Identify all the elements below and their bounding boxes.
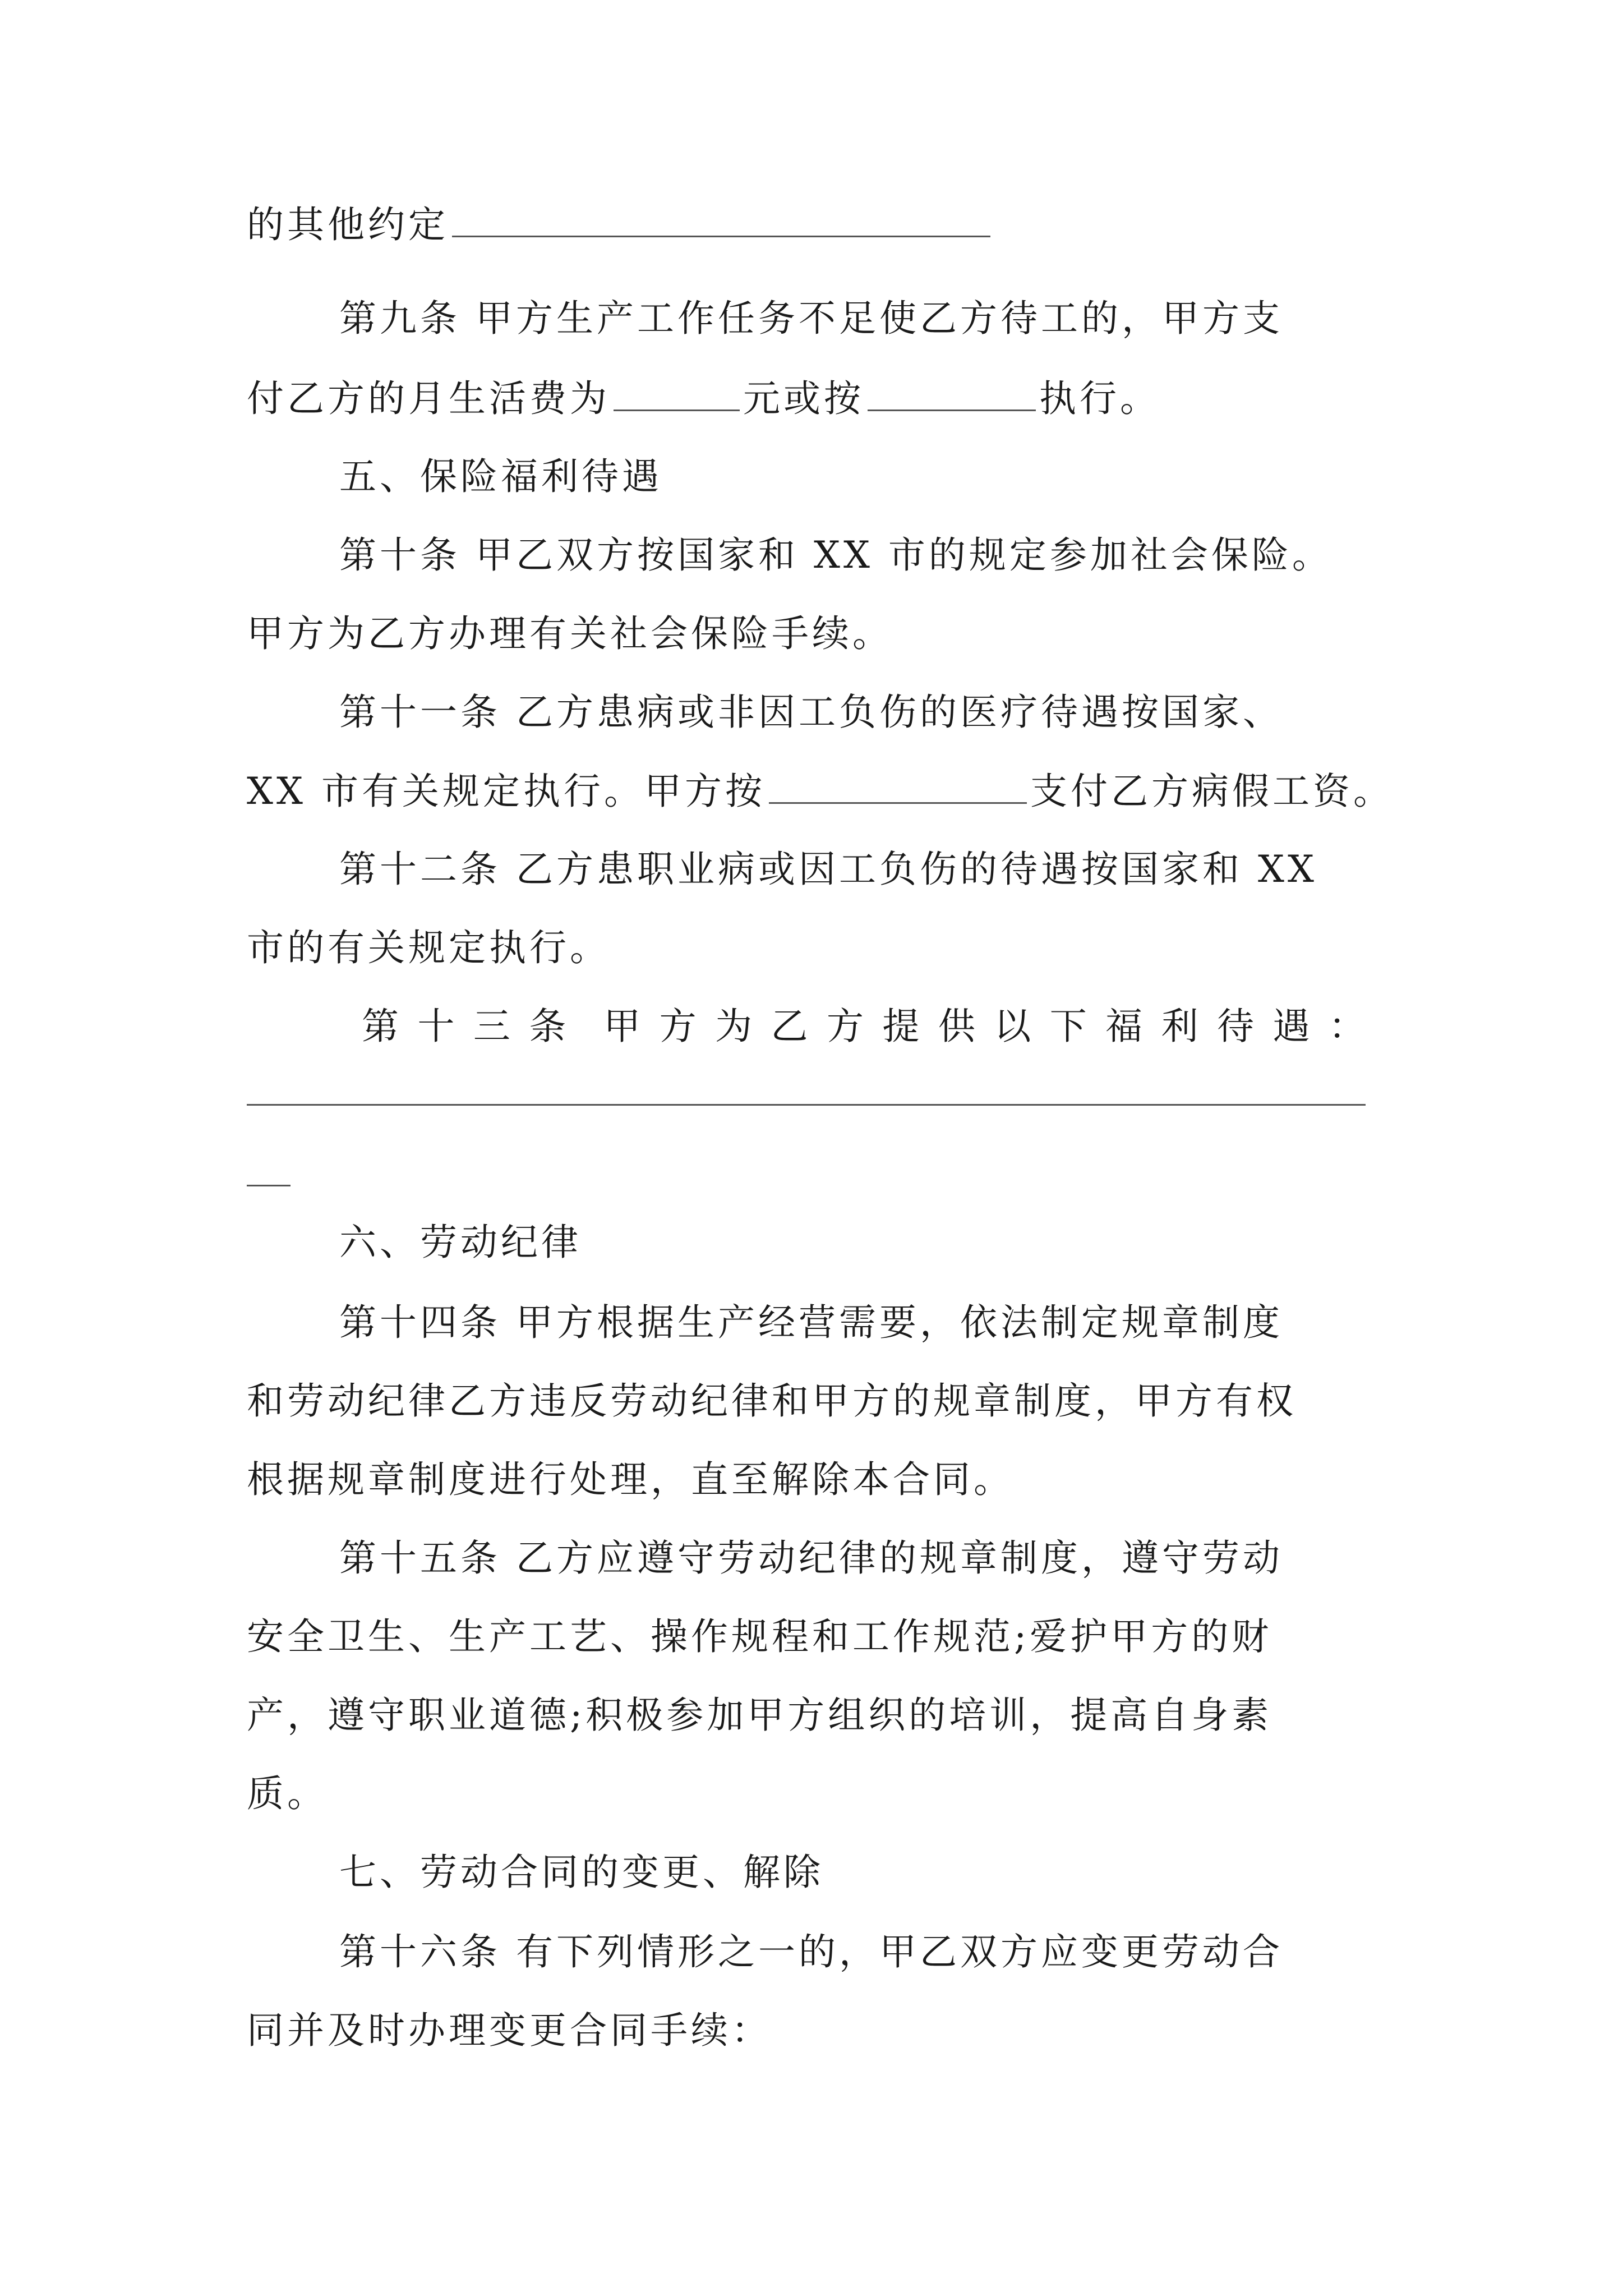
text-line <box>247 769 1394 813</box>
line-text: 付乙方的月生活费为 <box>247 377 610 420</box>
line-char: 乙 <box>771 1005 808 1048</box>
fill-blank <box>868 376 1036 411</box>
line-text: 第十一条 乙方患病或非因工负伤的医疗待遇按国家、 <box>339 691 1283 734</box>
line-text: 第十二条 乙方患职业病或因工负伤的待遇按国家和 XX <box>339 848 1317 891</box>
line-char: 以 <box>994 1005 1031 1048</box>
line-text: XX 市有关规定执行。甲方按 <box>247 770 766 813</box>
fill-blank-line <box>247 1185 291 1186</box>
line-char: 利 <box>1161 1005 1198 1048</box>
text-line <box>339 533 1332 578</box>
text-line <box>339 1536 1283 1581</box>
text-line <box>247 2008 772 2053</box>
line-char: 十 <box>417 1005 455 1048</box>
line-char: 待 <box>1217 1005 1254 1048</box>
text-line <box>339 1300 1283 1345</box>
line-char: 提 <box>882 1005 920 1048</box>
text-line <box>339 847 1317 892</box>
fill-blank-line <box>247 1104 1366 1106</box>
text-line <box>247 202 994 247</box>
line-text: 执行。 <box>1039 377 1160 420</box>
line-char: 方 <box>826 1005 864 1048</box>
line-text: 第十六条 有下列情形之一的，甲乙双方应变更劳动合 <box>339 1930 1283 1973</box>
section-heading <box>339 1850 824 1895</box>
line-text: 甲方为乙方办理有关社会保险手续。 <box>247 612 893 655</box>
line-char: 下 <box>1049 1005 1087 1048</box>
line-text: 的其他约定 <box>247 203 449 246</box>
text-line-spread <box>362 1004 1366 1049</box>
line-text: 市的有关规定执行。 <box>247 926 610 969</box>
text-line <box>247 611 893 656</box>
line-char: 供 <box>938 1005 975 1048</box>
line-char: 条 <box>529 1005 566 1048</box>
line-text: 第十四条 甲方根据生产经营需要，依法制定规章制度 <box>339 1301 1283 1344</box>
line-char: 福 <box>1105 1005 1143 1048</box>
line-char: 为 <box>715 1005 753 1048</box>
text-line <box>247 1614 1272 1659</box>
line-text: 和劳动纪律乙方违反劳动纪律和甲方的规章制度，甲方有权 <box>247 1379 1297 1423</box>
text-line <box>247 926 610 970</box>
line-text: 安全卫生、生产工艺、操作规程和工作规范;爱护甲方的财 <box>247 1615 1272 1658</box>
text-line <box>247 1379 1297 1424</box>
text-line <box>247 1772 328 1816</box>
text-line <box>247 376 1160 421</box>
line-char: 甲 <box>603 1005 641 1048</box>
text-line <box>339 296 1283 341</box>
text-line <box>247 1693 1272 1738</box>
line-text: 五、保险福利待遇 <box>339 455 662 498</box>
line-char: 方 <box>659 1005 697 1048</box>
line-text: 第十五条 乙方应遵守劳动纪律的规章制度，遵守劳动 <box>339 1536 1283 1580</box>
line-char: ： <box>1328 1005 1366 1048</box>
fill-blank <box>452 202 990 237</box>
line-text: 支付乙方病假工资。 <box>1030 770 1394 813</box>
fill-blank <box>614 376 740 411</box>
line-text: 第十条 甲乙双方按国家和 XX 市的规定参加社会保险。 <box>339 533 1332 577</box>
line-char: 遇 <box>1272 1005 1310 1048</box>
line-text: 七、劳动合同的变更、解除 <box>339 1851 824 1894</box>
line-text: 元或按 <box>743 377 864 420</box>
line-text: 根据规章制度进行处理，直至解除本合同。 <box>247 1458 1014 1501</box>
line-char: 三 <box>473 1005 510 1048</box>
text-line <box>247 1457 1014 1502</box>
text-line <box>339 690 1283 735</box>
section-heading <box>339 454 662 499</box>
line-text: 第九条 甲方生产工作任务不足使乙方待工的，甲方支 <box>339 297 1283 340</box>
text-line <box>339 1930 1283 1975</box>
line-text: 质。 <box>247 1772 328 1815</box>
line-char: 第 <box>362 1005 399 1048</box>
line-text: 同并及时办理变更合同手续： <box>247 2009 772 2052</box>
section-heading <box>339 1220 582 1265</box>
line-text: 六、劳动纪律 <box>339 1221 582 1264</box>
line-text: 产，遵守职业道德;积极参加甲方组织的培训，提高自身素 <box>247 1694 1272 1737</box>
fill-blank <box>769 769 1027 804</box>
